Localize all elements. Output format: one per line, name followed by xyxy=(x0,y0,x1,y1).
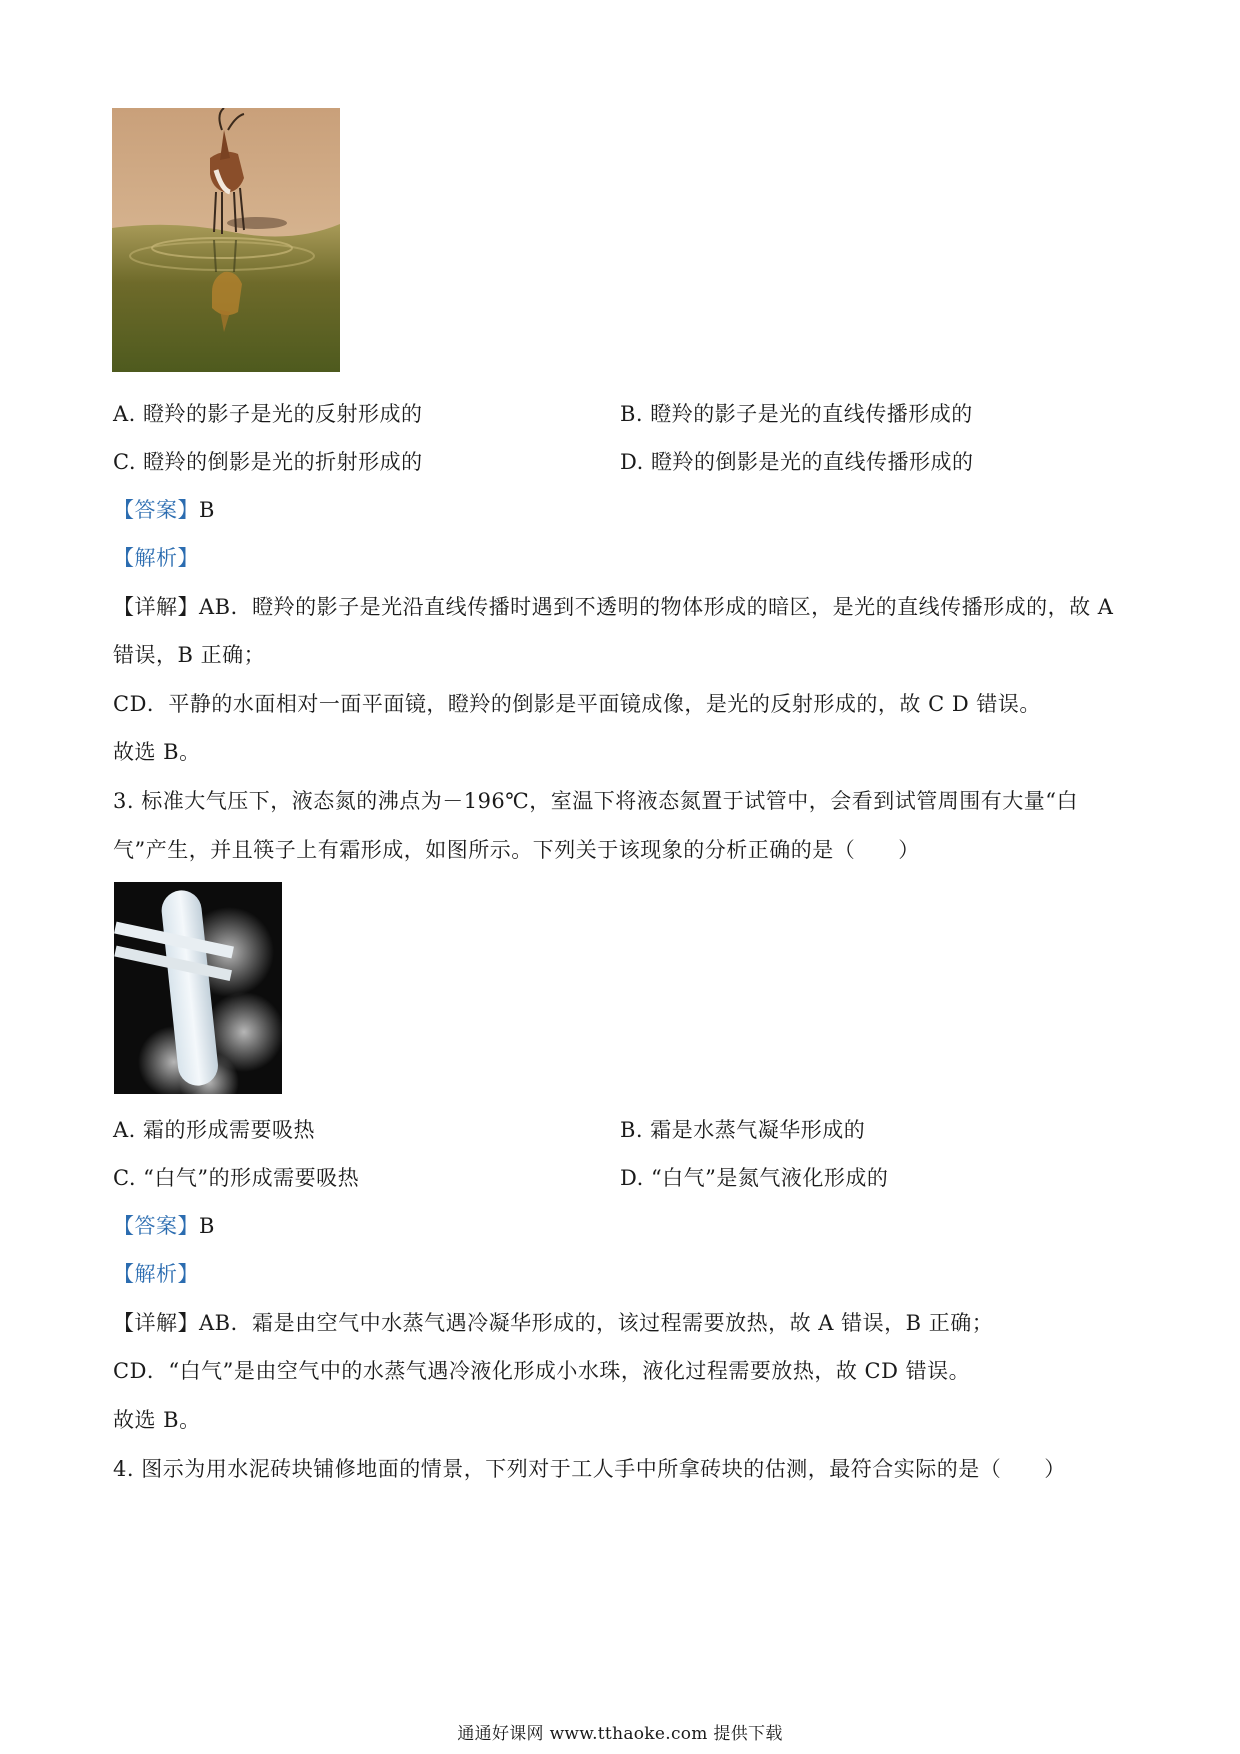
q3-option-d: D. “白气”是氮气液化形成的 xyxy=(620,1166,889,1190)
page-footer: 通通好课网 www.tthaoke.com 提供下载 xyxy=(457,1724,783,1744)
q2-detail-line3: CD．平静的水面相对一面平面镜，瞪羚的倒影是平面镜成像，是光的反射形成的，故 C D 错误。 xyxy=(113,692,1041,716)
q2-answer-tag: 【答案】 xyxy=(113,498,199,522)
q3-detail-tag: 【详解】 xyxy=(113,1311,199,1335)
q3-detail-line2: CD．“白气”是由空气中的水蒸气遇冷液化形成小水珠，液化过程需要放热，故 CD 错误。 xyxy=(113,1359,971,1383)
q2-detail-text: AB．瞪羚的影子是光沿直线传播时遇到不透明的物体形成的暗区，是光的直线传播形成的，故 A xyxy=(199,595,1114,619)
q2-detail-line2: 错误，B 正确； xyxy=(113,643,266,667)
q4-stem: 4. 图示为用水泥砖块铺修地面的情景，下列对于工人手中所拿砖块的估测，最符合实际的是（ ） xyxy=(113,1457,1066,1481)
q2-answer-value: B xyxy=(199,498,215,522)
q3-conclusion: 故选 B。 xyxy=(113,1408,201,1432)
q2-option-c: C. 瞪羚的倒影是光的折射形成的 xyxy=(113,450,423,474)
q3-option-c: C. “白气”的形成需要吸热 xyxy=(113,1166,360,1190)
liquid-nitrogen-test-tube-image xyxy=(114,882,282,1094)
q3-option-b: B. 霜是水蒸气凝华形成的 xyxy=(620,1118,866,1142)
q3-answer-tag: 【答案】 xyxy=(113,1214,199,1238)
q3-option-a: A. 霜的形成需要吸热 xyxy=(113,1118,316,1142)
q2-detail-tag: 【详解】 xyxy=(113,595,199,619)
q3-stem-line1: 3. 标准大气压下，液态氮的沸点为－196℃，室温下将液态氮置于试管中，会看到试管周围有大量“白 xyxy=(113,789,1079,813)
gazelle-reflection-image xyxy=(112,108,340,372)
q2-option-d: D. 瞪羚的倒影是光的直线传播形成的 xyxy=(620,450,974,474)
q3-detail-line1 xyxy=(113,1309,993,1337)
q3-answer xyxy=(113,1212,215,1240)
q2-option-a: A. 瞪羚的影子是光的反射形成的 xyxy=(113,402,423,426)
q2-conclusion: 故选 B。 xyxy=(113,740,201,764)
q3-stem-line2: 气”产生，并且筷子上有霜形成，如图所示。下列关于该现象的分析正确的是（ ） xyxy=(113,838,920,862)
q2-option-b: B. 瞪羚的影子是光的直线传播形成的 xyxy=(620,402,973,426)
q3-answer-value: B xyxy=(199,1214,215,1238)
q3-analysis-tag: 【解析】 xyxy=(113,1262,199,1286)
q3-detail-text: AB．霜是由空气中水蒸气遇冷凝华形成的，该过程需要放热，故 A 错误，B 正确； xyxy=(199,1311,994,1335)
q2-analysis-tag: 【解析】 xyxy=(113,546,199,570)
q2-detail-line1 xyxy=(113,593,1113,621)
q2-answer xyxy=(113,496,215,524)
